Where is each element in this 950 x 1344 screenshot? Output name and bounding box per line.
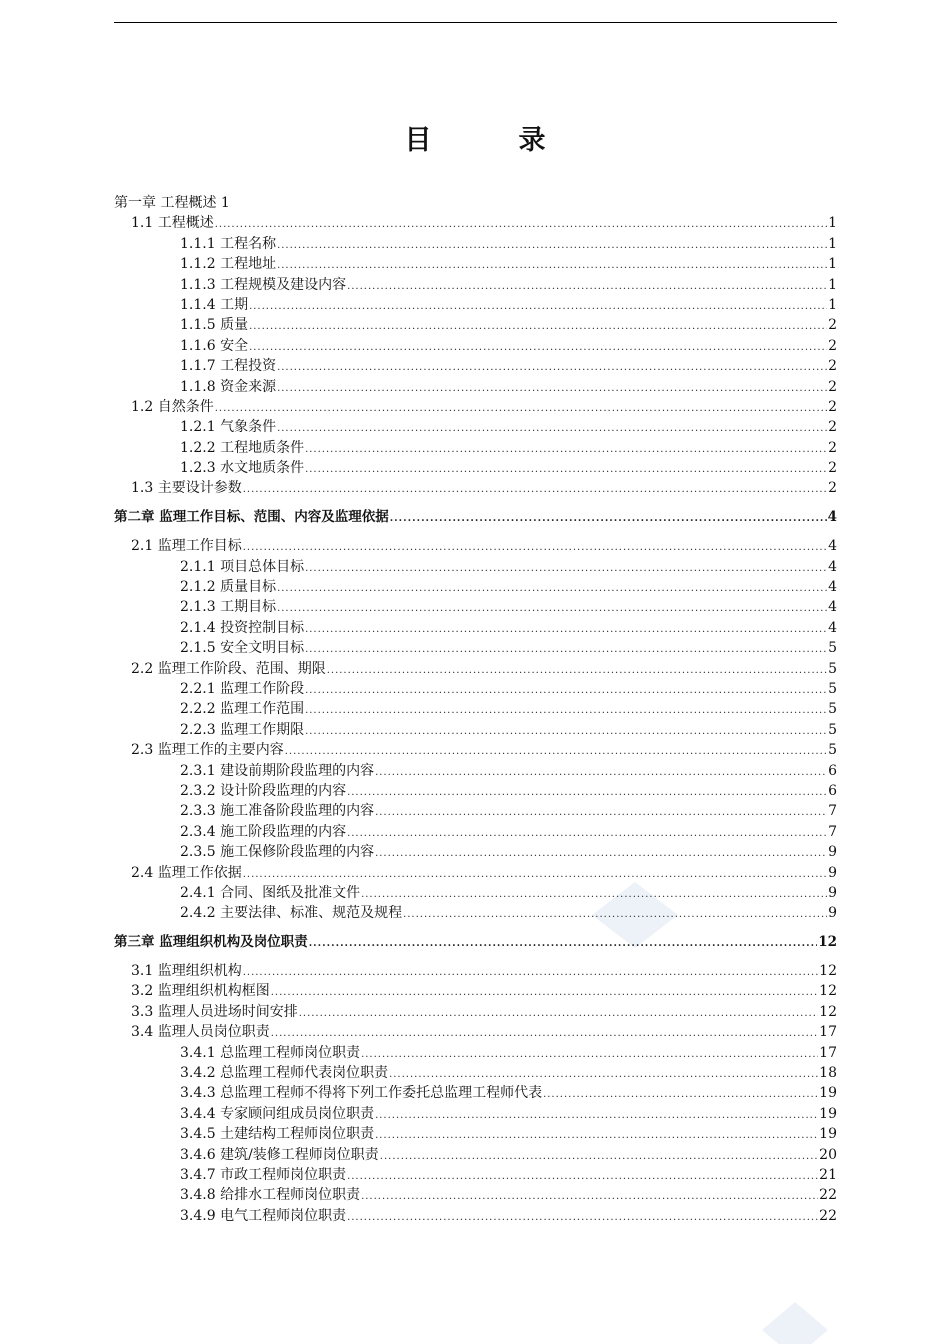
- toc-entry-label: 1.1.8 资金来源: [180, 378, 277, 395]
- toc-entry-label: 2.3.1 建设前期阶段监理的内容: [180, 762, 375, 779]
- toc-page-number: 5: [828, 640, 837, 657]
- toc-leader-dots: [375, 1106, 818, 1126]
- toc-entry[interactable]: [114, 1104, 837, 1124]
- toc-leader-dots: [277, 236, 827, 256]
- toc-entry-label: 2.3.2 设计阶段监理的内容: [180, 782, 347, 799]
- toc-entry[interactable]: [114, 883, 837, 903]
- toc-page-number: 4: [828, 619, 837, 636]
- toc-entry[interactable]: [114, 1063, 837, 1083]
- toc-entry-label: 3.4 监理人员岗位职责: [131, 1024, 270, 1041]
- toc-leader-dots: [375, 803, 827, 823]
- toc-leader-dots: [389, 1065, 818, 1085]
- toc-entry-label: 2.1 监理工作目标: [131, 538, 242, 555]
- toc-entry[interactable]: [114, 863, 837, 883]
- toc-leader-dots: [309, 934, 818, 954]
- toc-leader-dots: [305, 440, 827, 460]
- toc-entry-label: 2.4.1 合同、图纸及批准文件: [180, 884, 361, 901]
- toc-entry[interactable]: [114, 377, 837, 397]
- toc-page-number: 9: [828, 884, 837, 901]
- toc-leader-dots: [243, 865, 827, 885]
- toc-leader-dots: [215, 215, 827, 235]
- toc-entry-label: 3.4.7 市政工程师岗位职责: [180, 1166, 347, 1183]
- toc-leader-dots: [327, 661, 827, 681]
- toc-chapter-entry[interactable]: [114, 507, 837, 527]
- toc-entry[interactable]: [114, 1002, 837, 1022]
- toc-entry[interactable]: [114, 356, 837, 376]
- toc-leader-dots: [375, 844, 827, 864]
- toc-page-number: 2: [828, 439, 837, 456]
- toc-leader-dots: [375, 1126, 818, 1146]
- toc-leader-dots: [305, 559, 827, 579]
- toc-entry[interactable]: [114, 254, 837, 274]
- toc-leader-dots: [277, 419, 827, 439]
- toc-entry-label: 1.1.1 工程名称: [180, 235, 277, 252]
- toc-page-number: 1: [828, 256, 837, 273]
- toc-page-number: 4: [828, 579, 837, 596]
- toc-chapter-entry[interactable]: [114, 932, 837, 952]
- toc-entry[interactable]: [114, 213, 837, 233]
- watermark-logo-icon: [760, 1300, 830, 1344]
- toc-entry-label: 1.1.4 工期: [180, 296, 249, 313]
- toc-entry-label: 2.3 监理工作的主要内容: [131, 742, 284, 759]
- toc-entry-label: 2.1.4 投资控制目标: [180, 619, 305, 636]
- toc-entry-label: 2.2.3 监理工作期限: [180, 721, 305, 738]
- toc-page-number: 6: [828, 782, 837, 799]
- toc-leader-dots: [361, 1187, 818, 1207]
- table-of-contents: [114, 193, 837, 1226]
- toc-leader-dots: [375, 763, 827, 783]
- toc-entry[interactable]: [114, 417, 837, 437]
- toc-leader-dots: [305, 620, 827, 640]
- toc-entry[interactable]: [114, 699, 837, 719]
- toc-page-number: 19: [819, 1126, 837, 1143]
- toc-leader-dots: [361, 1045, 818, 1065]
- toc-entry[interactable]: [114, 903, 837, 923]
- toc-entry[interactable]: [114, 801, 837, 821]
- toc-entry[interactable]: [114, 478, 837, 498]
- toc-page-number: 2: [828, 378, 837, 395]
- toc-entry-label: 3.4.6 建筑/装修工程师岗位职责: [180, 1146, 379, 1163]
- toc-entry[interactable]: [114, 981, 837, 1001]
- toc-entry-label: 1.1.7 工程投资: [180, 358, 277, 375]
- watermark-logo-icon: [590, 880, 680, 950]
- toc-entry[interactable]: [114, 295, 837, 315]
- toc-page-number: 20: [819, 1146, 837, 1163]
- toc-leader-dots: [305, 640, 827, 660]
- toc-entry-label: 1.2.1 气象条件: [180, 419, 277, 436]
- toc-leader-dots: [277, 579, 827, 599]
- toc-entry[interactable]: [114, 597, 837, 617]
- toc-entry-label: 1.1.5 质量: [180, 317, 249, 334]
- toc-page-number: 18: [819, 1065, 837, 1082]
- toc-leader-dots: [305, 460, 827, 480]
- toc-entry-label: 2.3.3 施工准备阶段监理的内容: [180, 803, 375, 820]
- toc-leader-dots: [271, 983, 818, 1003]
- toc-entry[interactable]: [114, 659, 837, 679]
- toc-leader-dots: [380, 1147, 818, 1167]
- toc-leader-dots: [305, 701, 827, 721]
- toc-entry[interactable]: [114, 1043, 837, 1063]
- toc-entry[interactable]: [114, 822, 837, 842]
- toc-page-number: 2: [828, 398, 837, 415]
- header-rule: [114, 22, 837, 23]
- toc-entry-label: 1.1.6 安全: [180, 337, 249, 354]
- toc-leader-dots: [347, 824, 827, 844]
- toc-entry[interactable]: [114, 438, 837, 458]
- toc-leader-dots: [543, 1085, 818, 1105]
- toc-entry[interactable]: [114, 536, 837, 556]
- toc-entry[interactable]: [114, 1206, 837, 1226]
- toc-entry[interactable]: [114, 781, 837, 801]
- toc-entry-label: 第三章 监理组织机构及岗位职责: [114, 934, 308, 951]
- page-title: 目 录: [404, 125, 576, 156]
- toc-entry[interactable]: [114, 397, 837, 417]
- toc-entry-label: 2.4 监理工作依据: [131, 864, 242, 881]
- toc-entry[interactable]: [114, 618, 837, 638]
- toc-page-number: 5: [828, 701, 837, 718]
- toc-entry[interactable]: [114, 336, 837, 356]
- toc-page-number: 4: [828, 599, 837, 616]
- toc-entry-label: 1.3 主要设计参数: [131, 480, 242, 497]
- toc-entry[interactable]: [114, 557, 837, 577]
- toc-leader-dots: [299, 1004, 818, 1024]
- toc-leader-dots: [215, 399, 827, 419]
- toc-page-number: 2: [828, 358, 837, 375]
- toc-entry-label: 2.1.3 工期目标: [180, 599, 277, 616]
- toc-page-number: 12: [819, 1003, 837, 1020]
- toc-entry[interactable]: [114, 1022, 837, 1042]
- toc-entry-label: 3.4.2 总监理工程师代表岗位职责: [180, 1065, 389, 1082]
- toc-leader-dots: [271, 1024, 818, 1044]
- toc-page-number: 19: [819, 1105, 837, 1122]
- toc-entry-label: 3.4.9 电气工程师岗位职责: [180, 1207, 347, 1224]
- toc-page-number: 12: [818, 934, 837, 951]
- toc-leader-dots: [249, 338, 827, 358]
- toc-page-number: 7: [828, 803, 837, 820]
- toc-leader-dots: [347, 277, 827, 297]
- toc-page-number: 5: [828, 721, 837, 738]
- toc-entry-label: 2.1.2 质量目标: [180, 579, 277, 596]
- toc-page-number: 1: [828, 235, 837, 252]
- toc-entry[interactable]: [114, 234, 837, 254]
- toc-entry[interactable]: [114, 1124, 837, 1144]
- toc-entry-label: 3.1 监理组织机构: [131, 963, 242, 980]
- toc-page-number: 6: [828, 762, 837, 779]
- toc-page-number: 19: [819, 1085, 837, 1102]
- toc-entry[interactable]: [114, 1165, 837, 1185]
- toc-leader-dots: [243, 538, 827, 558]
- toc-leader-dots: [243, 963, 818, 983]
- toc-page-number: 12: [819, 983, 837, 1000]
- toc-page-number: 12: [819, 963, 837, 980]
- toc-entry-label: 3.4.4 专家顾问组成员岗位职责: [180, 1105, 375, 1122]
- toc-entry[interactable]: [114, 315, 837, 335]
- toc-entry-label: 1.2.2 工程地质条件: [180, 439, 305, 456]
- toc-leader-dots: [249, 317, 827, 337]
- toc-leader-dots: [277, 379, 827, 399]
- toc-entry-label: 2.1.5 安全文明目标: [180, 640, 305, 657]
- toc-entry-label: 1.1 工程概述: [131, 215, 214, 232]
- toc-entry-label: 3.4.3 总监理工程师不得将下列工作委托总监理工程师代表: [180, 1085, 543, 1102]
- toc-page-number: 9: [828, 864, 837, 881]
- toc-page-number: 2: [828, 419, 837, 436]
- toc-page-number: 4: [827, 509, 837, 526]
- toc-leader-dots: [347, 1167, 818, 1187]
- toc-entry-label: 3.2 监理组织机构框图: [131, 983, 270, 1000]
- toc-leader-dots: [347, 1208, 818, 1228]
- toc-leader-dots: [243, 480, 827, 500]
- toc-page-number: 21: [819, 1166, 837, 1183]
- toc-page-number: 17: [819, 1024, 837, 1041]
- toc-page-number: 2: [828, 337, 837, 354]
- toc-entry-label: 2.3.5 施工保修阶段监理的内容: [180, 844, 375, 861]
- toc-entry-label: 2.2 监理工作阶段、范围、期限: [131, 660, 326, 677]
- toc-page-number: 22: [819, 1187, 837, 1204]
- toc-page-number: 7: [828, 823, 837, 840]
- toc-entry-label: 3.4.1 总监理工程师岗位职责: [180, 1044, 361, 1061]
- toc-page-number: 5: [828, 680, 837, 697]
- toc-entry[interactable]: [114, 961, 837, 981]
- toc-page-number: 9: [828, 844, 837, 861]
- toc-entry[interactable]: [114, 1083, 837, 1103]
- toc-entry-label: 2.2.2 监理工作范围: [180, 701, 305, 718]
- toc-entry-label: 2.4.2 主要法律、标准、规范及规程: [180, 905, 403, 922]
- toc-leader-dots: [390, 509, 827, 529]
- toc-entry-label: 3.4.5 土建结构工程师岗位职责: [180, 1126, 375, 1143]
- toc-leader-dots: [305, 681, 827, 701]
- toc-entry[interactable]: [114, 679, 837, 699]
- toc-page-number: 5: [828, 660, 837, 677]
- toc-entry[interactable]: [114, 842, 837, 862]
- toc-leader-dots: [285, 742, 827, 762]
- toc-entry-label: 第一章 工程概述 1: [114, 195, 230, 211]
- toc-leader-dots: [277, 599, 827, 619]
- toc-entry[interactable]: [114, 720, 837, 740]
- toc-entry-label: 3.4.8 给排水工程师岗位职责: [180, 1187, 361, 1204]
- toc-entry-label: 1.2.3 水文地质条件: [180, 460, 305, 477]
- toc-page-number: 2: [828, 317, 837, 334]
- toc-page-number: 1: [828, 215, 837, 232]
- toc-page-number: 1: [828, 276, 837, 293]
- toc-leader-dots: [305, 722, 827, 742]
- toc-leader-dots: [249, 297, 827, 317]
- toc-page-number: 4: [828, 558, 837, 575]
- toc-chapter-1-heading[interactable]: [114, 193, 837, 213]
- toc-leader-dots: [347, 783, 827, 803]
- toc-entry[interactable]: [114, 1145, 837, 1165]
- toc-entry-list: [114, 213, 837, 1226]
- toc-page-number: 5: [828, 742, 837, 759]
- toc-leader-dots: [277, 256, 827, 276]
- toc-page-number: 9: [828, 905, 837, 922]
- toc-page-number: 22: [819, 1207, 837, 1224]
- toc-entry[interactable]: [114, 577, 837, 597]
- toc-entry-label: 1.1.3 工程规模及建设内容: [180, 276, 347, 293]
- toc-entry[interactable]: [114, 1185, 837, 1205]
- toc-entry-label: 1.1.2 工程地址: [180, 256, 277, 273]
- toc-entry[interactable]: [114, 458, 837, 478]
- toc-page-number: 17: [819, 1044, 837, 1061]
- toc-page-number: 1: [828, 296, 837, 313]
- toc-leader-dots: [277, 358, 827, 378]
- toc-page-number: 2: [828, 480, 837, 497]
- toc-entry-label: 2.2.1 监理工作阶段: [180, 680, 305, 697]
- toc-entry-label: 1.2 自然条件: [131, 398, 214, 415]
- toc-entry-label: 2.3.4 施工阶段监理的内容: [180, 823, 347, 840]
- toc-entry[interactable]: [114, 740, 837, 760]
- toc-entry-label: 3.3 监理人员进场时间安排: [131, 1003, 298, 1020]
- toc-entry-label: 2.1.1 项目总体目标: [180, 558, 305, 575]
- toc-entry[interactable]: [114, 761, 837, 781]
- toc-entry-label: 第二章 监理工作目标、范围、内容及监理依据: [114, 509, 389, 526]
- toc-page-number: 2: [828, 460, 837, 477]
- toc-entry[interactable]: [114, 638, 837, 658]
- toc-page-number: 4: [828, 538, 837, 555]
- toc-entry[interactable]: [114, 275, 837, 295]
